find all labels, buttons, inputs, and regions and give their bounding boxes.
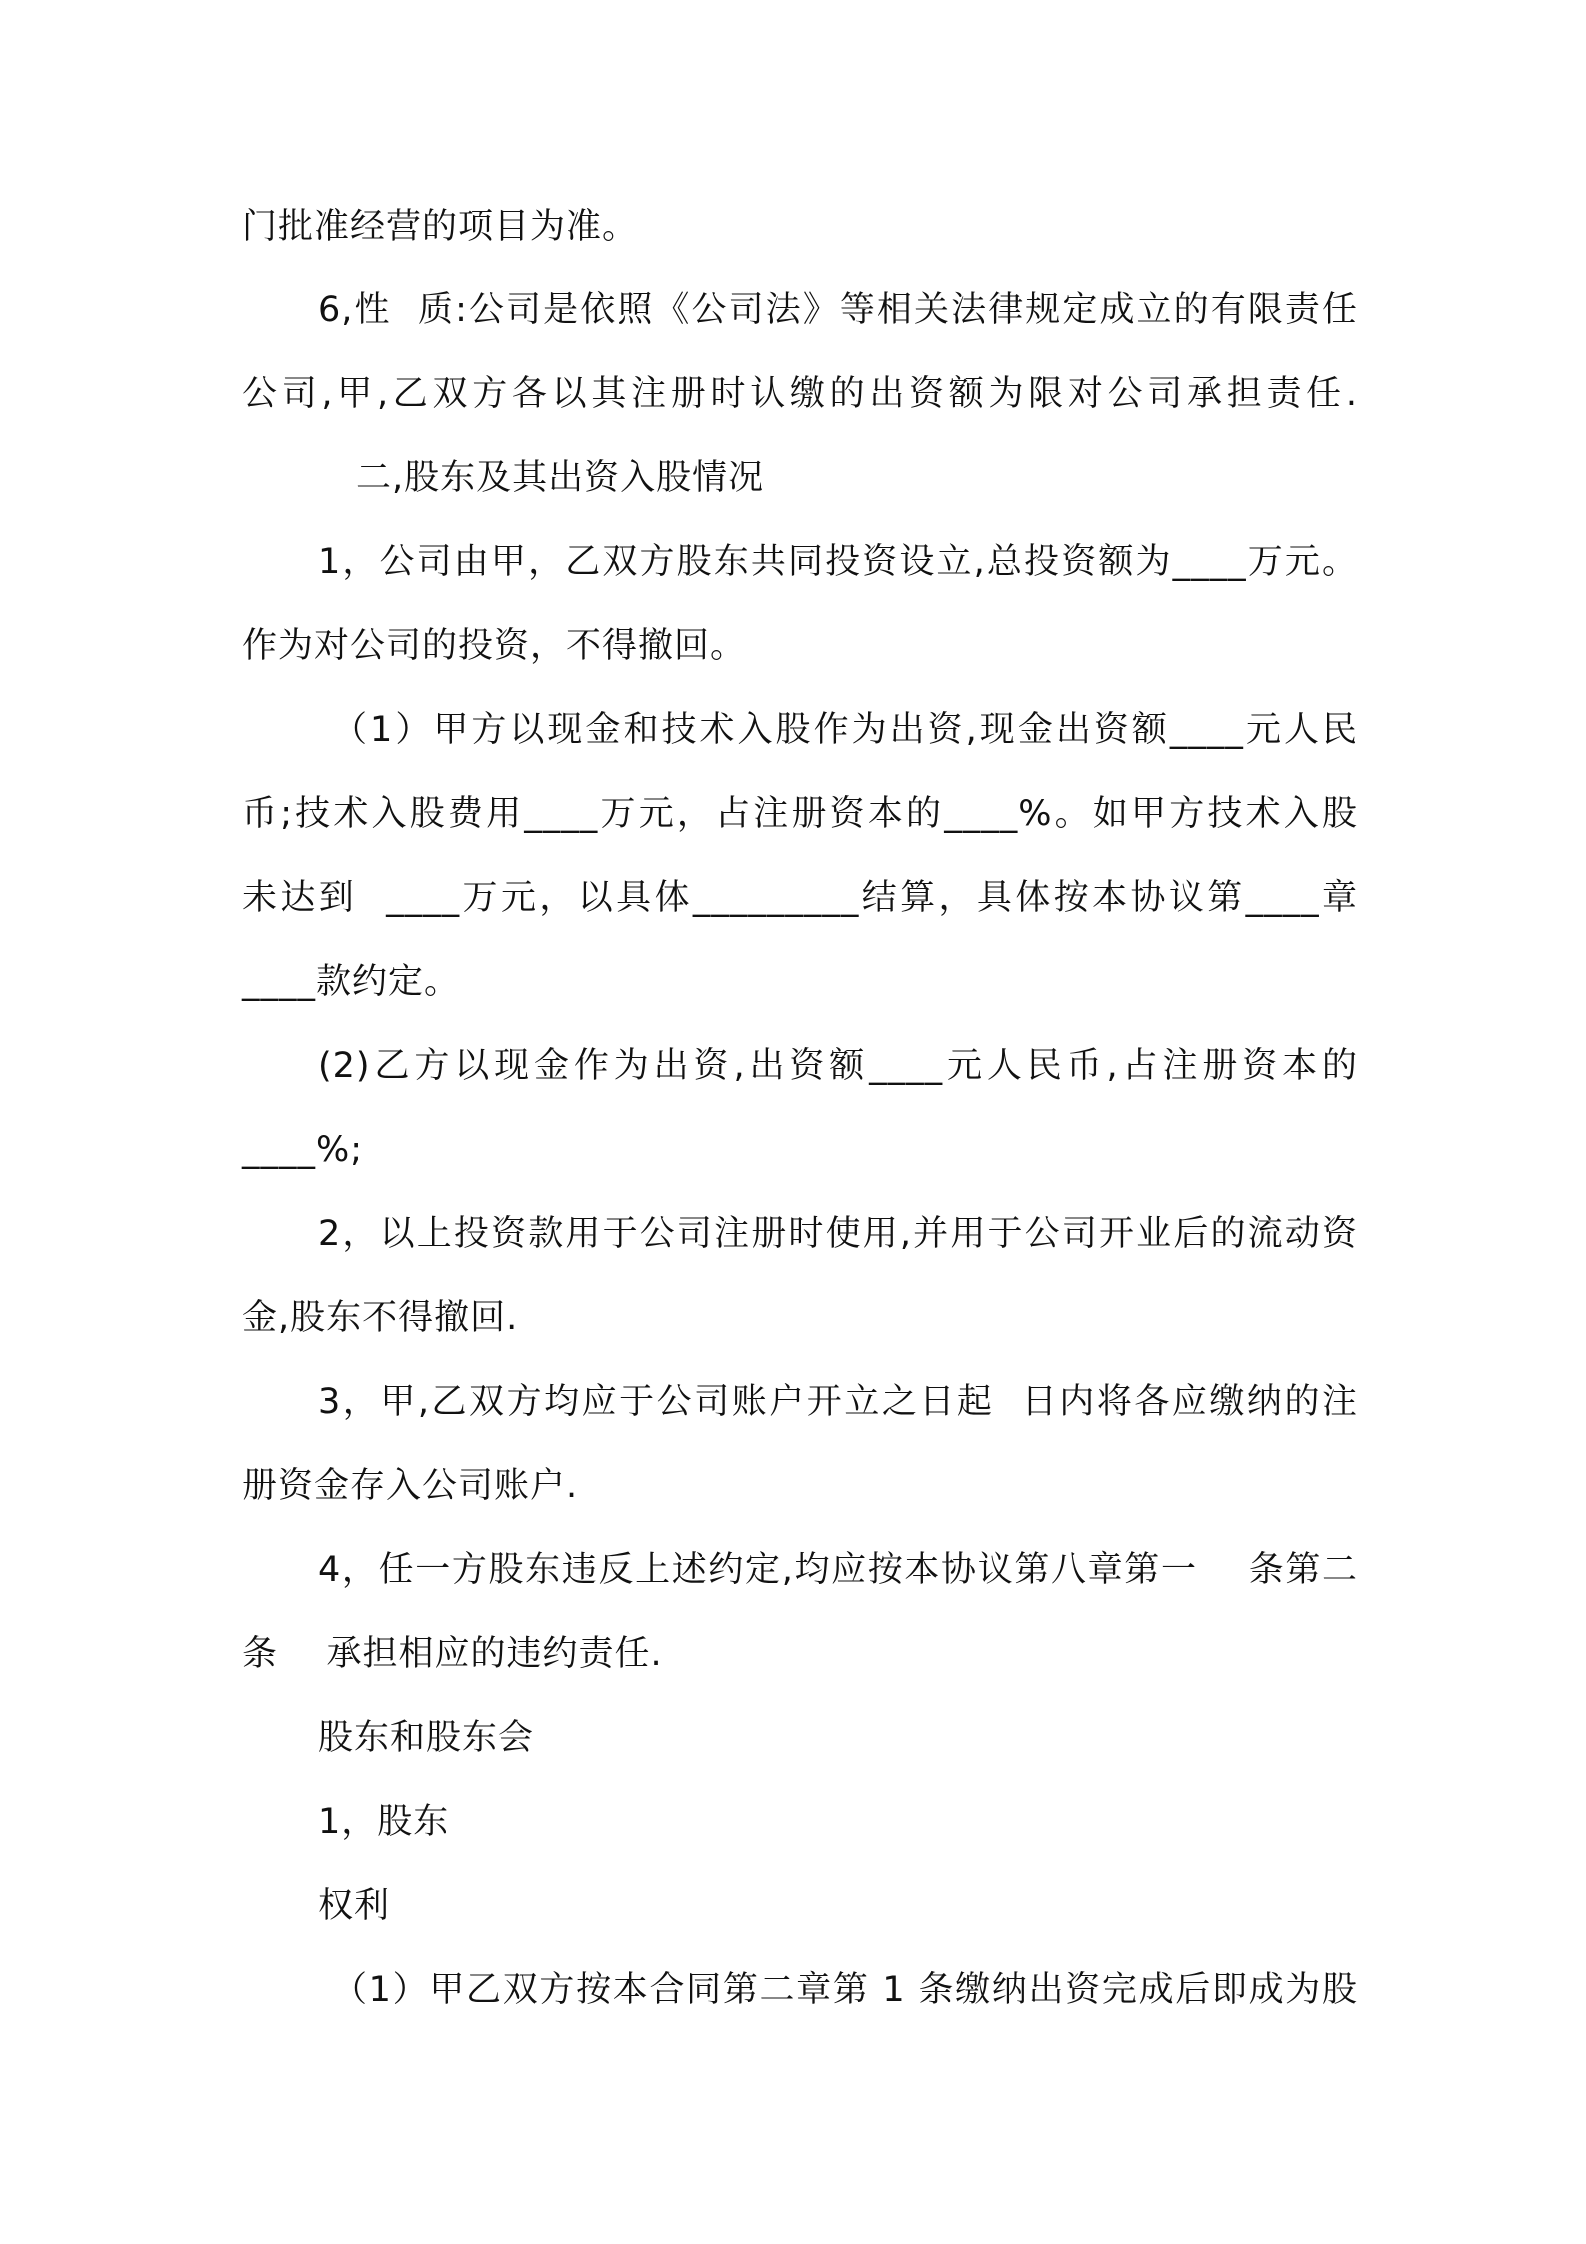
- text-line: 3，甲,乙双方均应于公司账户开立之日起 日内将各应缴纳的注: [318, 1382, 1358, 1422]
- text-line: 金,股东不得撤回.: [242, 1298, 519, 1338]
- text-line: 条 承担相应的违约责任.: [242, 1634, 663, 1674]
- text-line: 作为对公司的投资，不得撤回。: [242, 626, 747, 666]
- text-line: 权利: [318, 1886, 391, 1926]
- text-line: （1）甲方以现金和技术入股作为出资,现金出资额____元人民: [332, 710, 1358, 750]
- text-line: （1）甲乙双方按本合同第二章第 1 条缴纳出资完成后即成为股: [332, 1970, 1358, 2010]
- section-heading: 二,股东及其出资入股情况: [356, 458, 765, 498]
- text-line: 4，任一方股东违反上述约定,均应按本协议第八章第一 条第二: [318, 1550, 1358, 1590]
- section-heading: 股东和股东会: [318, 1718, 535, 1758]
- text-line: 2，以上投资款用于公司注册时使用,并用于公司开业后的流动资: [318, 1214, 1358, 1254]
- text-line: 公司,甲,乙双方各以其注册时认缴的出资额为限对公司承担责任.: [242, 374, 1358, 414]
- text-line: 1，公司由甲，乙双方股东共同投资设立,总投资额为____万元。: [318, 542, 1358, 582]
- text-line: 币;技术入股费用____万元，占注册资本的____%。如甲方技术入股: [242, 794, 1358, 834]
- text-line: 门批准经营的项目为准。: [242, 207, 639, 247]
- text-line: ____%;: [242, 1130, 364, 1170]
- text-line: 6,性 质:公司是依照《公司法》等相关法律规定成立的有限责任: [318, 290, 1358, 330]
- text-line: (2)乙方以现金作为出资,出资额____元人民币,占注册资本的: [318, 1046, 1358, 1086]
- text-line: ____款约定。: [242, 962, 461, 1002]
- text-line: 1，股东: [318, 1802, 450, 1842]
- text-line: 册资金存入公司账户.: [242, 1466, 579, 1506]
- text-line: 未达到 ____万元，以具体_________结算，具体按本协议第____章: [242, 878, 1358, 918]
